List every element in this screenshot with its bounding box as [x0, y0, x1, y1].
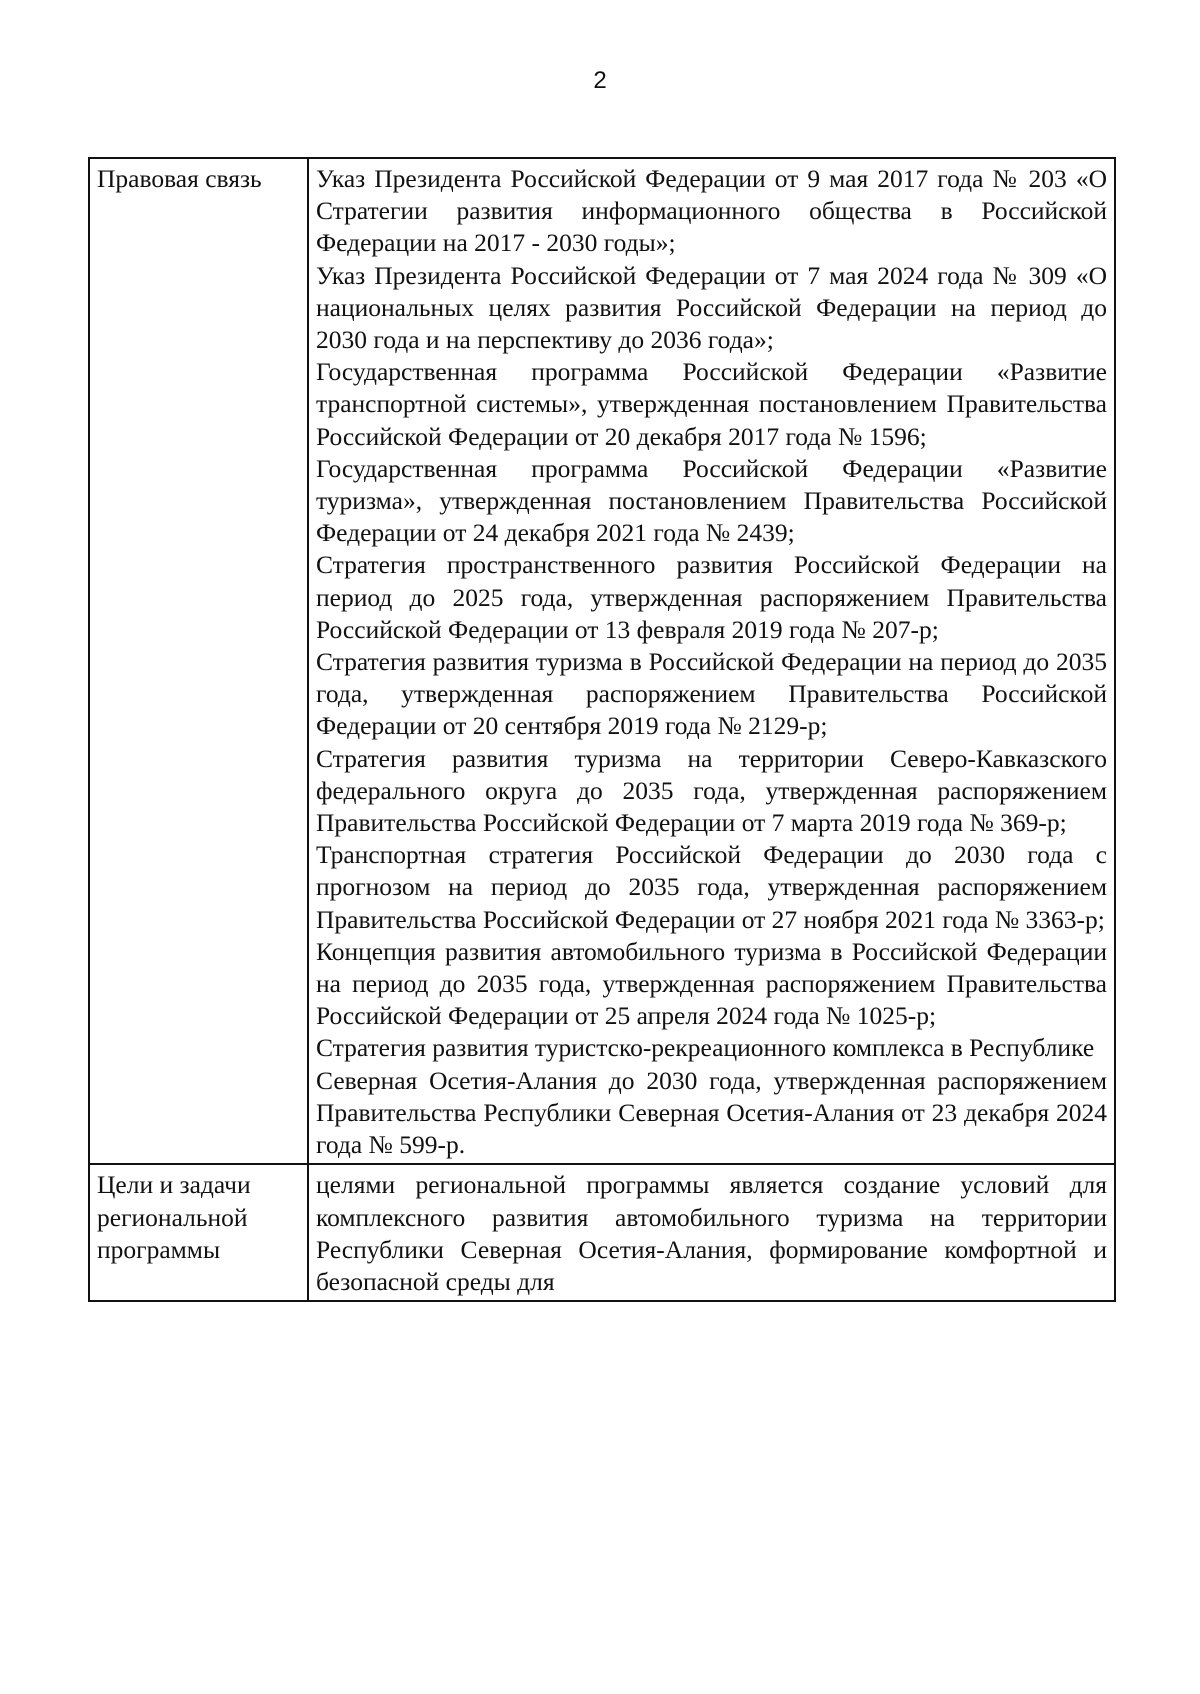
legal-basis-cell: [308, 158, 1115, 1164]
legal-act-entry: Стратегия развития туризма на территории Северо-Кавказского федерального округа до 2035 года, утвержденная распоряжением Правительства Российской Федерации от 7 марта 2019 года № 369-р;: [316, 743, 1107, 838]
legal-act-entry: Стратегия развития туризма в Российской Федерации на период до 2035 года, утвержденная распоряжением Правительства Российской Федерации от 20 сентября 2019 года № 2129-р;: [316, 647, 1107, 741]
legal-act-entry: Транспортная стратегия Российской Федерации до 2030 года с прогнозом на период до 2035 года, утвержденная распоряжением Правительства Российской Федерации от 27 ноября 2021 года № 3363-р;: [316, 840, 1107, 934]
table-row-goals: [89, 1164, 1115, 1301]
legal-act-entry: Указ Президента Российской Федерации от 7 мая 2024 года № 309 «О национальных целях развития Российской Федерации на период до 2030 года и на перспективу до 2036 года»;: [316, 260, 1107, 355]
goals-cell: [308, 1164, 1115, 1301]
row-label-legal-basis: Правовая связь: [89, 158, 308, 1164]
legal-act-entry: Стратегия развития туристско-рекреационного комплекса в Республике: [316, 1033, 1095, 1063]
goals-text: целями региональной программы является создание условий для комплексного развития автомобильного туризма на территории Республики Северная Осетия-Алания, формирование комфортной и безопасной среды для: [316, 1170, 1107, 1296]
page-number: 2: [593, 67, 607, 94]
table-row-legal-basis: [89, 158, 1115, 1164]
legal-act-entry: Стратегия пространственного развития Российской Федерации на период до 2025 года, утвержденная распоряжением Правительства Российской Федерации от 13 февраля 2019 года № 207-р;: [316, 550, 1107, 644]
row-label-goals: Цели и задачи региональной программы: [89, 1164, 308, 1301]
legal-act-entry: Северная Осетия-Алания до 2030 года, утвержденная распоряжением Правительства Республики Северная Осетия-Алания от 23 декабря 2024 года № 599-р.: [316, 1065, 1107, 1160]
document-table: [88, 157, 1116, 1302]
legal-act-entry: Государственная программа Российской Федерации «Развитие транспортной системы», утвержденная постановлением Правительства Российской Федерации от 20 декабря 2017 года № 1596;: [316, 357, 1107, 451]
legal-act-entry: Указ Президента Российской Федерации от 9 мая 2017 года № 203 «О Стратегии развития информационного общества в Российской Федерации на 2017 - 2030 годы»;: [316, 164, 1107, 258]
legal-act-entry: Государственная программа Российской Федерации «Развитие туризма», утвержденная постановлением Правительства Российской Федерации от 24 декабря 2021 года № 2439;: [316, 453, 1107, 548]
legal-act-entry: Концепция развития автомобильного туризма в Российской Федерации на период до 2035 года, утвержденная распоряжением Правительства Российской Федерации от 25 апреля 2024 года № 1025-р;: [316, 936, 1107, 1031]
